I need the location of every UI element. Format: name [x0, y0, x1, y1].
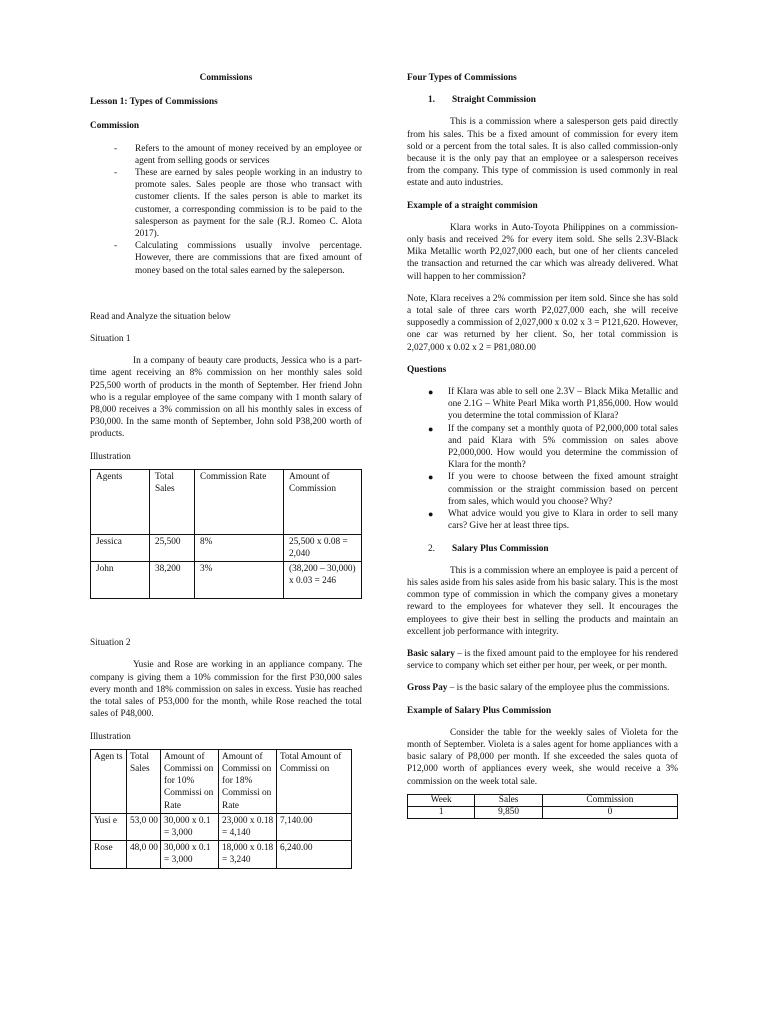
questions-list — [407, 386, 678, 532]
table-row — [91, 813, 352, 840]
straight-commission-heading — [407, 94, 678, 106]
table-header-cell: Sales — [475, 794, 542, 806]
situation2-text: Yusie and Rose are working in an appliance company. The company is giving them a 10% commission for the first P30,000 sales every month and 18% commission on sales in excess. Yusie has reached the total sales of P53,000 for the month, while Rose reached the total sales of P48,000. — [90, 660, 362, 720]
list-item: ● If you were to choose between the fixed amount straight commission or the straight commission based on percent from sales, which would you choose? Why? — [428, 472, 678, 507]
table-cell: 6,240.00 — [277, 841, 352, 868]
four-types-heading: Four Types of Commissions — [407, 73, 517, 83]
definition-list — [90, 143, 362, 277]
table-cell: (38,200 – 30,000) x 0.03 = 246 — [284, 562, 362, 599]
table-cell: 38,200 — [150, 562, 195, 599]
table-cell: 1 — [408, 806, 475, 818]
table-header-cell: Week — [408, 794, 475, 806]
table-cell: 53,0 00 — [127, 813, 161, 840]
table-cell: Rose — [91, 841, 127, 868]
table-header-cell: Total Amount of Commissi on — [277, 749, 352, 813]
table-cell: 7,140.00 — [277, 813, 352, 840]
table-header-cell: Commission — [542, 794, 677, 806]
table-header-row — [91, 469, 362, 534]
table-cell: 25,500 — [150, 534, 195, 561]
section-number: 2. — [428, 543, 435, 554]
right-column — [407, 72, 678, 819]
table-header-cell: Commission Rate — [195, 469, 284, 534]
table-row — [91, 562, 362, 599]
table-header-cell: Amount of Commission — [284, 469, 362, 534]
list-item: - Calculating commissions usually involve percentage. However, there are commissions that are fixed amount of money based on the total sales earned by the saleperson. — [90, 240, 362, 277]
straight-commission-text: This is a commission where a salesperson gets paid directly from his sales. This be a fixed amount of commission for every item sold or a percent from the total sales. It is also called commission-only because it is the only pay that an employee or a salesperson receives from the company. This type of commission is used commonly in real estate and auto industries. — [407, 117, 678, 189]
section-number: 1. — [428, 95, 435, 106]
table-row — [91, 534, 362, 561]
table-header-cell: Total Sales — [127, 749, 161, 813]
read-analyze-text: Read and Analyze the situation below — [90, 311, 231, 322]
left-column — [90, 72, 362, 869]
table-row — [408, 806, 678, 818]
table-row — [91, 841, 352, 868]
table-cell: John — [91, 562, 150, 599]
salary-plus-example-heading: Example of Salary Plus Commission — [407, 705, 552, 716]
list-item: - These are earned by sales people working in an industry to promote sales. Sales people are those who transact with customer clients. If the sales person is able to market its customer, a corresponding commission is to be paid to the salesperson as payment for the sale (R.J. Romeo C. Alota 2017). — [90, 167, 362, 240]
section-title: Straight Commission — [452, 95, 536, 106]
bullet-dot-icon: ● — [428, 509, 434, 520]
term: Basic salary — [407, 648, 455, 659]
situation1-text: In a company of beauty care products, Jessica who is a part-time agent receiving an 8% commission on her monthly sales sold P25,500 worth of products in the month of September. Her friend John who is a regular employee of the same company with 1 month salary of P8,000 receives a 3% commission on all his monthly sales in excess of P30,000. In the same month of September, John sold P38,200 worth of products. — [90, 356, 362, 440]
table-cell: Yusi e — [91, 813, 127, 840]
table-header-cell: Amount of Commissi on for 10% Commissi on Rate — [161, 749, 219, 813]
commission-heading: Commission — [90, 121, 140, 132]
table-cell: 23,000 x 0.18 = 4,140 — [219, 813, 277, 840]
table-cell: 8% — [195, 534, 284, 561]
basic-salary-definition: Basic salary – is the fixed amount paid to the employee for his rendered service to company which set either per hour, per week, or per month. — [407, 648, 678, 672]
weekly-sales-table — [407, 794, 678, 819]
table-cell: 18,000 x 0.18 = 3,240 — [219, 841, 277, 868]
table-header-cell: Agents — [91, 469, 150, 534]
situation2-label: Situation 2 — [90, 638, 131, 649]
table-header-row — [408, 794, 678, 806]
table-header-row — [91, 749, 352, 813]
table-cell: 30,000 x 0.1 = 3,000 — [161, 841, 219, 868]
table-cell: Jessica — [91, 534, 150, 561]
situation1-illustration-label: Illustration — [90, 451, 131, 462]
table-cell: 25,500 x 0.08 = 2,040 — [284, 534, 362, 561]
section-title: Salary Plus Commission — [452, 543, 549, 554]
bullet-dot-icon: ● — [428, 423, 434, 434]
straight-example-heading: Example of a straight commision — [407, 200, 538, 211]
bullet-dot-icon: ● — [428, 472, 434, 483]
salary-plus-example-text: Consider the table for the weekly sales of Violeta for the month of September. Violeta is a sales agent for home appliances with a basic salary of P8,000 per month. If she exceeded the sales quota of P12,000 worth of appliances every week, she would receive a 3% commission on the week total sale. — [407, 727, 678, 787]
list-item: ● What advice would you give to Klara in order to sell many cars? Give her at least three tips. — [428, 509, 678, 532]
situation2-table — [90, 749, 352, 869]
gross-pay-definition: Gross Pay – is the basic salary of the employee plus the commissions. — [407, 683, 670, 694]
lesson-heading: Lesson 1: Types of Commissions — [90, 97, 218, 108]
straight-note: Note, Klara receives a 2% commission per item sold. Since she has sold a total sale of three cars worth P2,027,000 each, she will receive supposedly a commission of 2,027,000 x 0.02 x 3 = P121,620. However, one car was returned by her client. So, her total commission is 2,027,000 x 0.02 x 2 = P81,080.00 — [407, 293, 678, 353]
salary-plus-heading — [407, 543, 678, 555]
list-item: ● If Klara was able to sell one 2.3V – Black Mika Metallic and one 2.1G – White Pearl Mika worth P1,856,000. How would you determine the total commission of Klara? — [428, 387, 678, 422]
straight-example-text: Klara works in Auto-Toyota Philippines on a commission-only basis and received 2% for every item sold. She sells 2.3V-Black Mika Metallic worth P2,027,000 each, but one of her clients canceled the transaction and returned the car which was already delivered. What will happen to her commission? — [407, 222, 678, 282]
table-header-cell: Amount of Commissi on for 18% Commissi on Rate — [219, 749, 277, 813]
table-header-cell: Agen ts — [91, 749, 127, 813]
situation2-illustration-label: Illustration — [90, 731, 131, 742]
table-header-cell: Total Sales — [150, 469, 195, 534]
table-cell: 3% — [195, 562, 284, 599]
questions-heading: Questions — [407, 364, 447, 375]
situation1-table — [90, 469, 362, 599]
term: Gross Pay — [407, 683, 448, 694]
list-item: - Refers to the amount of money received by an employee or agent from selling goods or services — [90, 143, 362, 167]
table-cell: 30,000 x 0.1 = 3,000 — [161, 813, 219, 840]
situation1-label: Situation 1 — [90, 334, 131, 345]
list-item: ● If the company set a monthly quota of P2,000,000 total sales and paid Klara with 5% commission on sales above P2,000,000. How would you determine the commission of Klara for the month? — [428, 423, 678, 471]
table-cell: 9,850 — [475, 806, 542, 818]
salary-plus-text: This is a commission where an employee is paid a percent of his sales aside from his sales aside from his basic salary. This is the most common type of commission in which the company gives a monetary reward to the employees for whatever they sell. It encourages the employees to give their best in selling the products and maintain an excellent job performance with integrity. — [407, 565, 678, 637]
page-title: Commissions — [199, 73, 253, 83]
bullet-dot-icon: ● — [428, 387, 434, 398]
table-cell: 48,0 00 — [127, 841, 161, 868]
table-cell: 0 — [542, 806, 677, 818]
